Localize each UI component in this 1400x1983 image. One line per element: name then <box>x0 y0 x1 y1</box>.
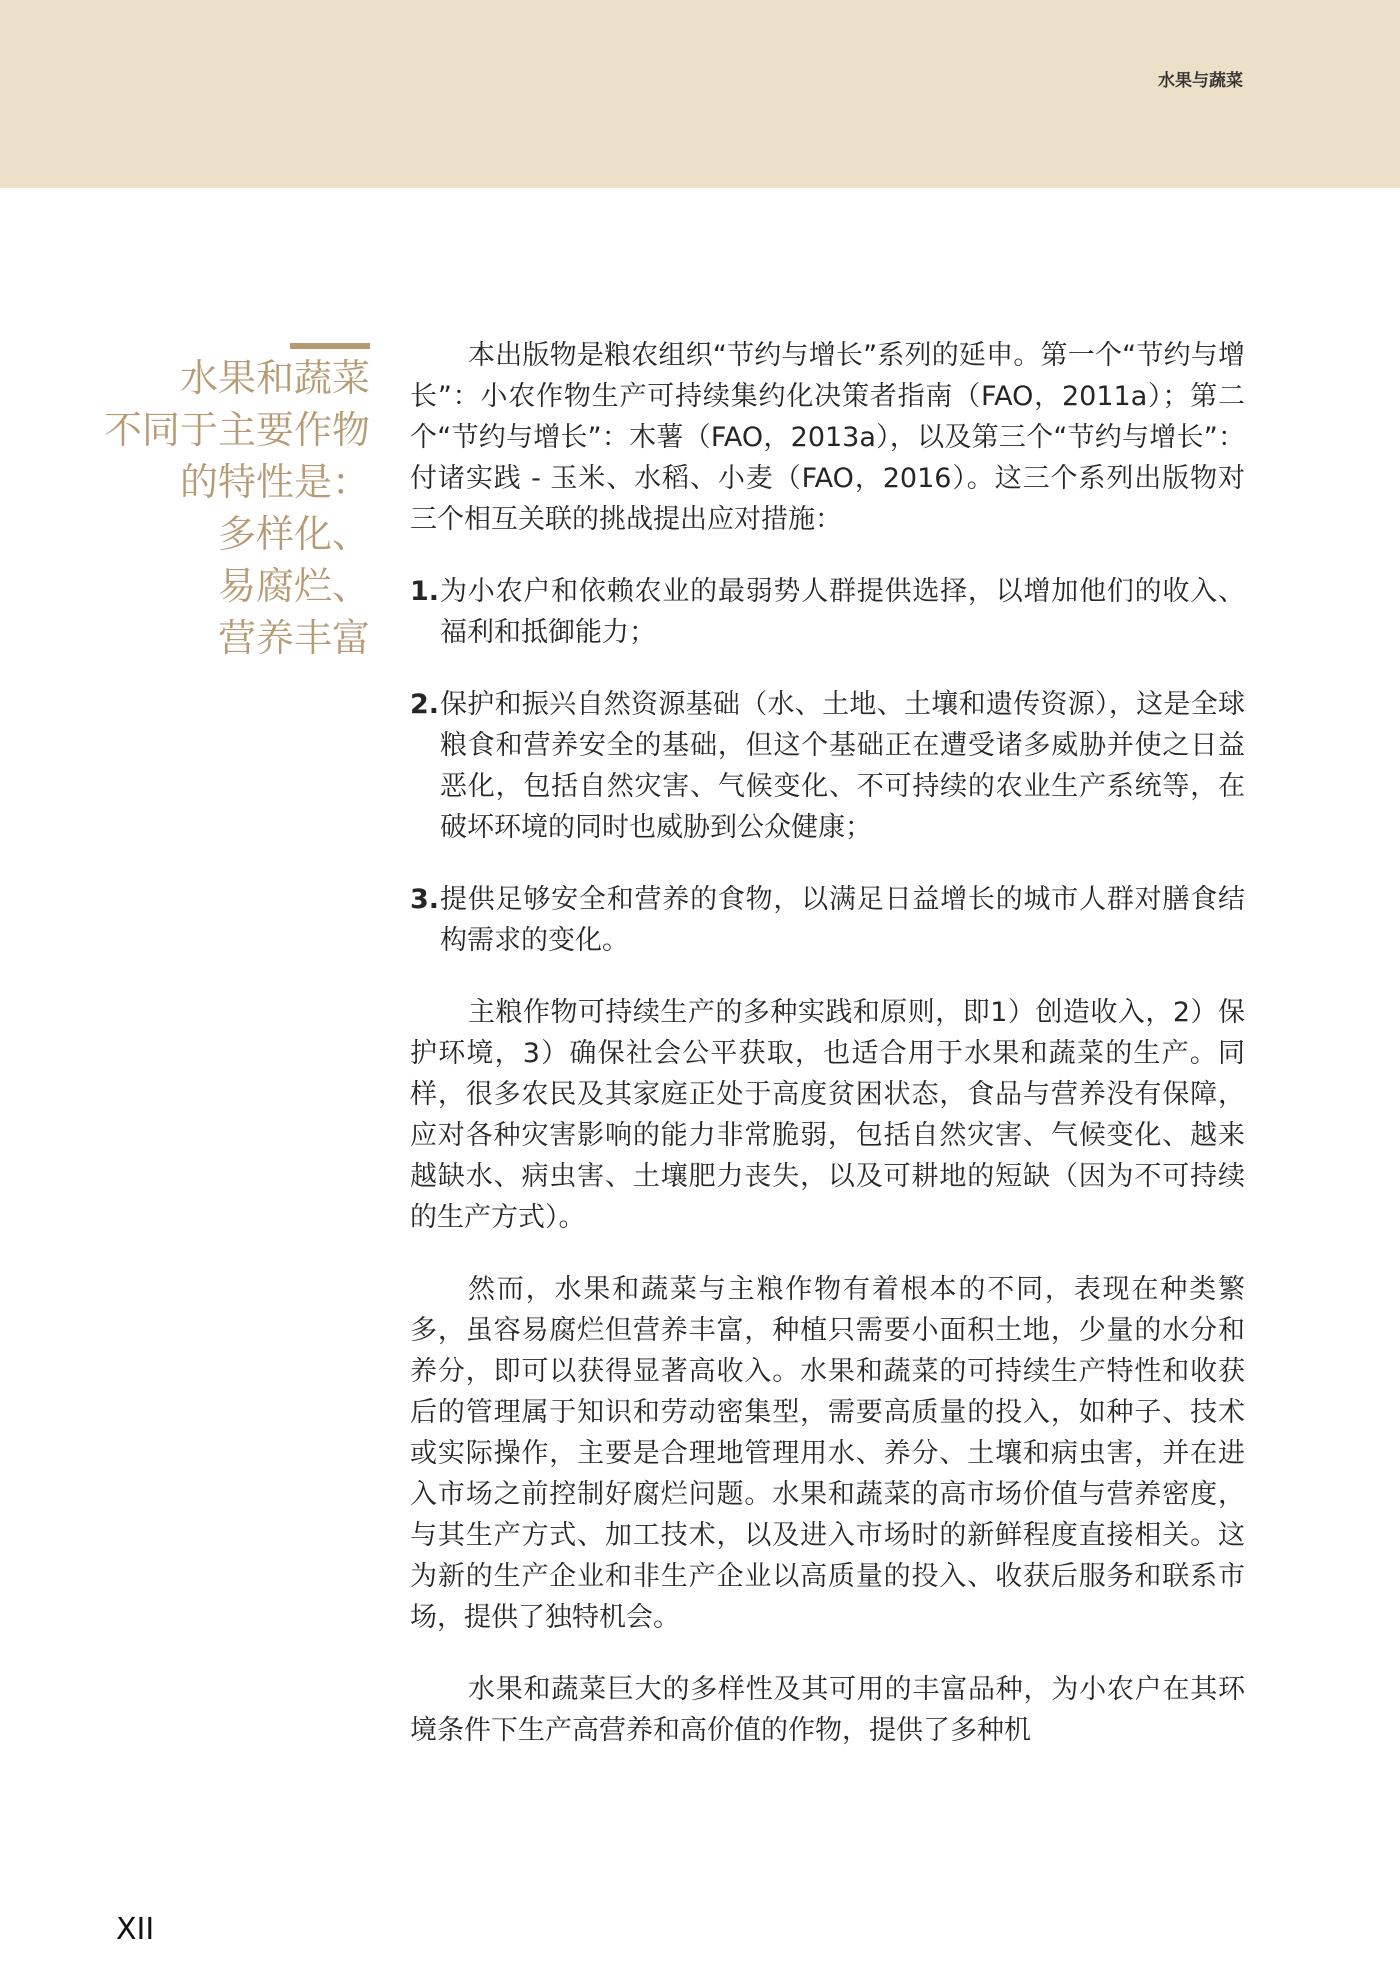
list-number: 2. <box>410 689 440 720</box>
intro-paragraph: 本出版物是粮农组织“节约与增长”系列的延申。第一个“节约与增长”：小农作物生产可持续集约化决策者指南（FAO，2011a）；第二个“节约与增长”：木薯（FAO，2013a），以及第三个“节约与增长”：付诸实践 - 玉米、水稻、小麦（FAO，2016）。这三个系列出版物对三个相互关联的挑战提出应对措施： <box>410 340 1245 535</box>
sidebar-pull-quote <box>60 352 370 664</box>
list-item <box>410 684 1245 848</box>
running-title: 水果与蔬菜 <box>1158 71 1243 91</box>
header-band <box>0 0 1400 188</box>
list-number: 3. <box>410 884 440 915</box>
list-text: 提供足够安全和营养的食物，以满足日益增长的城市人群对膳食结构需求的变化。 <box>440 884 1245 956</box>
pull-quote-line: 多样化、 <box>217 512 370 556</box>
pull-quote-line: 的特性是： <box>179 460 370 504</box>
list-item <box>410 571 1245 653</box>
body-paragraph: 然而，水果和蔬菜与主粮作物有着根本的不同，表现在种类繁多，虽容易腐烂但营养丰富，种植只需要小面积土地，少量的水分和养分，即可以获得显著高收入。水果和蔬菜的可持续生产特性和收获后的管理属于知识和劳动密集型，需要高质量的投入，如种子、技术或实际操作，主要是合理地管理用水、养分、土壤和病虫害，并在进入市场之前控制好腐烂问题。水果和蔬菜的高市场价值与营养密度，与其生产方式、加工技术，以及进入市场时的新鲜程度直接相关。这为新的生产企业和非生产企业以高质量的投入、收获后服务和联系市场，提供了独特机会。 <box>410 1274 1245 1633</box>
list-text: 保护和振兴自然资源基础（水、土地、土壤和遗传资源），这是全球粮食和营养安全的基础，但这个基础正在遭受诸多威胁并使之日益恶化，包括自然灾害、气候变化、不可持续的农业生产系统等，在破坏环境的同时也威胁到公众健康； <box>440 689 1245 843</box>
list-text: 为小农户和依赖农业的最弱势人群提供选择，以增加他们的收入、福利和抵御能力； <box>440 576 1245 648</box>
sidebar-rule <box>290 343 370 349</box>
pull-quote-line: 易腐烂、 <box>217 564 370 608</box>
pull-quote-line: 不同于主要作物 <box>103 408 370 452</box>
page-number: XII <box>116 1912 155 1947</box>
body-paragraph: 主粮作物可持续生产的多种实践和原则，即1）创造收入，2）保护环境，3）确保社会公平获取，也适合用于水果和蔬菜的生产。同样，很多农民及其家庭正处于高度贫困状态，食品与营养没有保障，应对各种灾害影响的能力非常脆弱，包括自然灾害、气候变化、越来越缺水、病虫害、土壤肥力丧失，以及可耕地的短缺（因为不可持续的生产方式）。 <box>410 997 1245 1233</box>
body-paragraph: 水果和蔬菜巨大的多样性及其可用的丰富品种，为小农户在其环境条件下生产高营养和高价值的作物，提供了多种机 <box>410 1674 1245 1746</box>
pull-quote-line: 营养丰富 <box>217 616 370 660</box>
list-item <box>410 879 1245 961</box>
pull-quote-line: 水果和蔬菜 <box>179 356 370 400</box>
main-body-text <box>410 335 1245 1782</box>
list-number: 1. <box>410 576 440 607</box>
